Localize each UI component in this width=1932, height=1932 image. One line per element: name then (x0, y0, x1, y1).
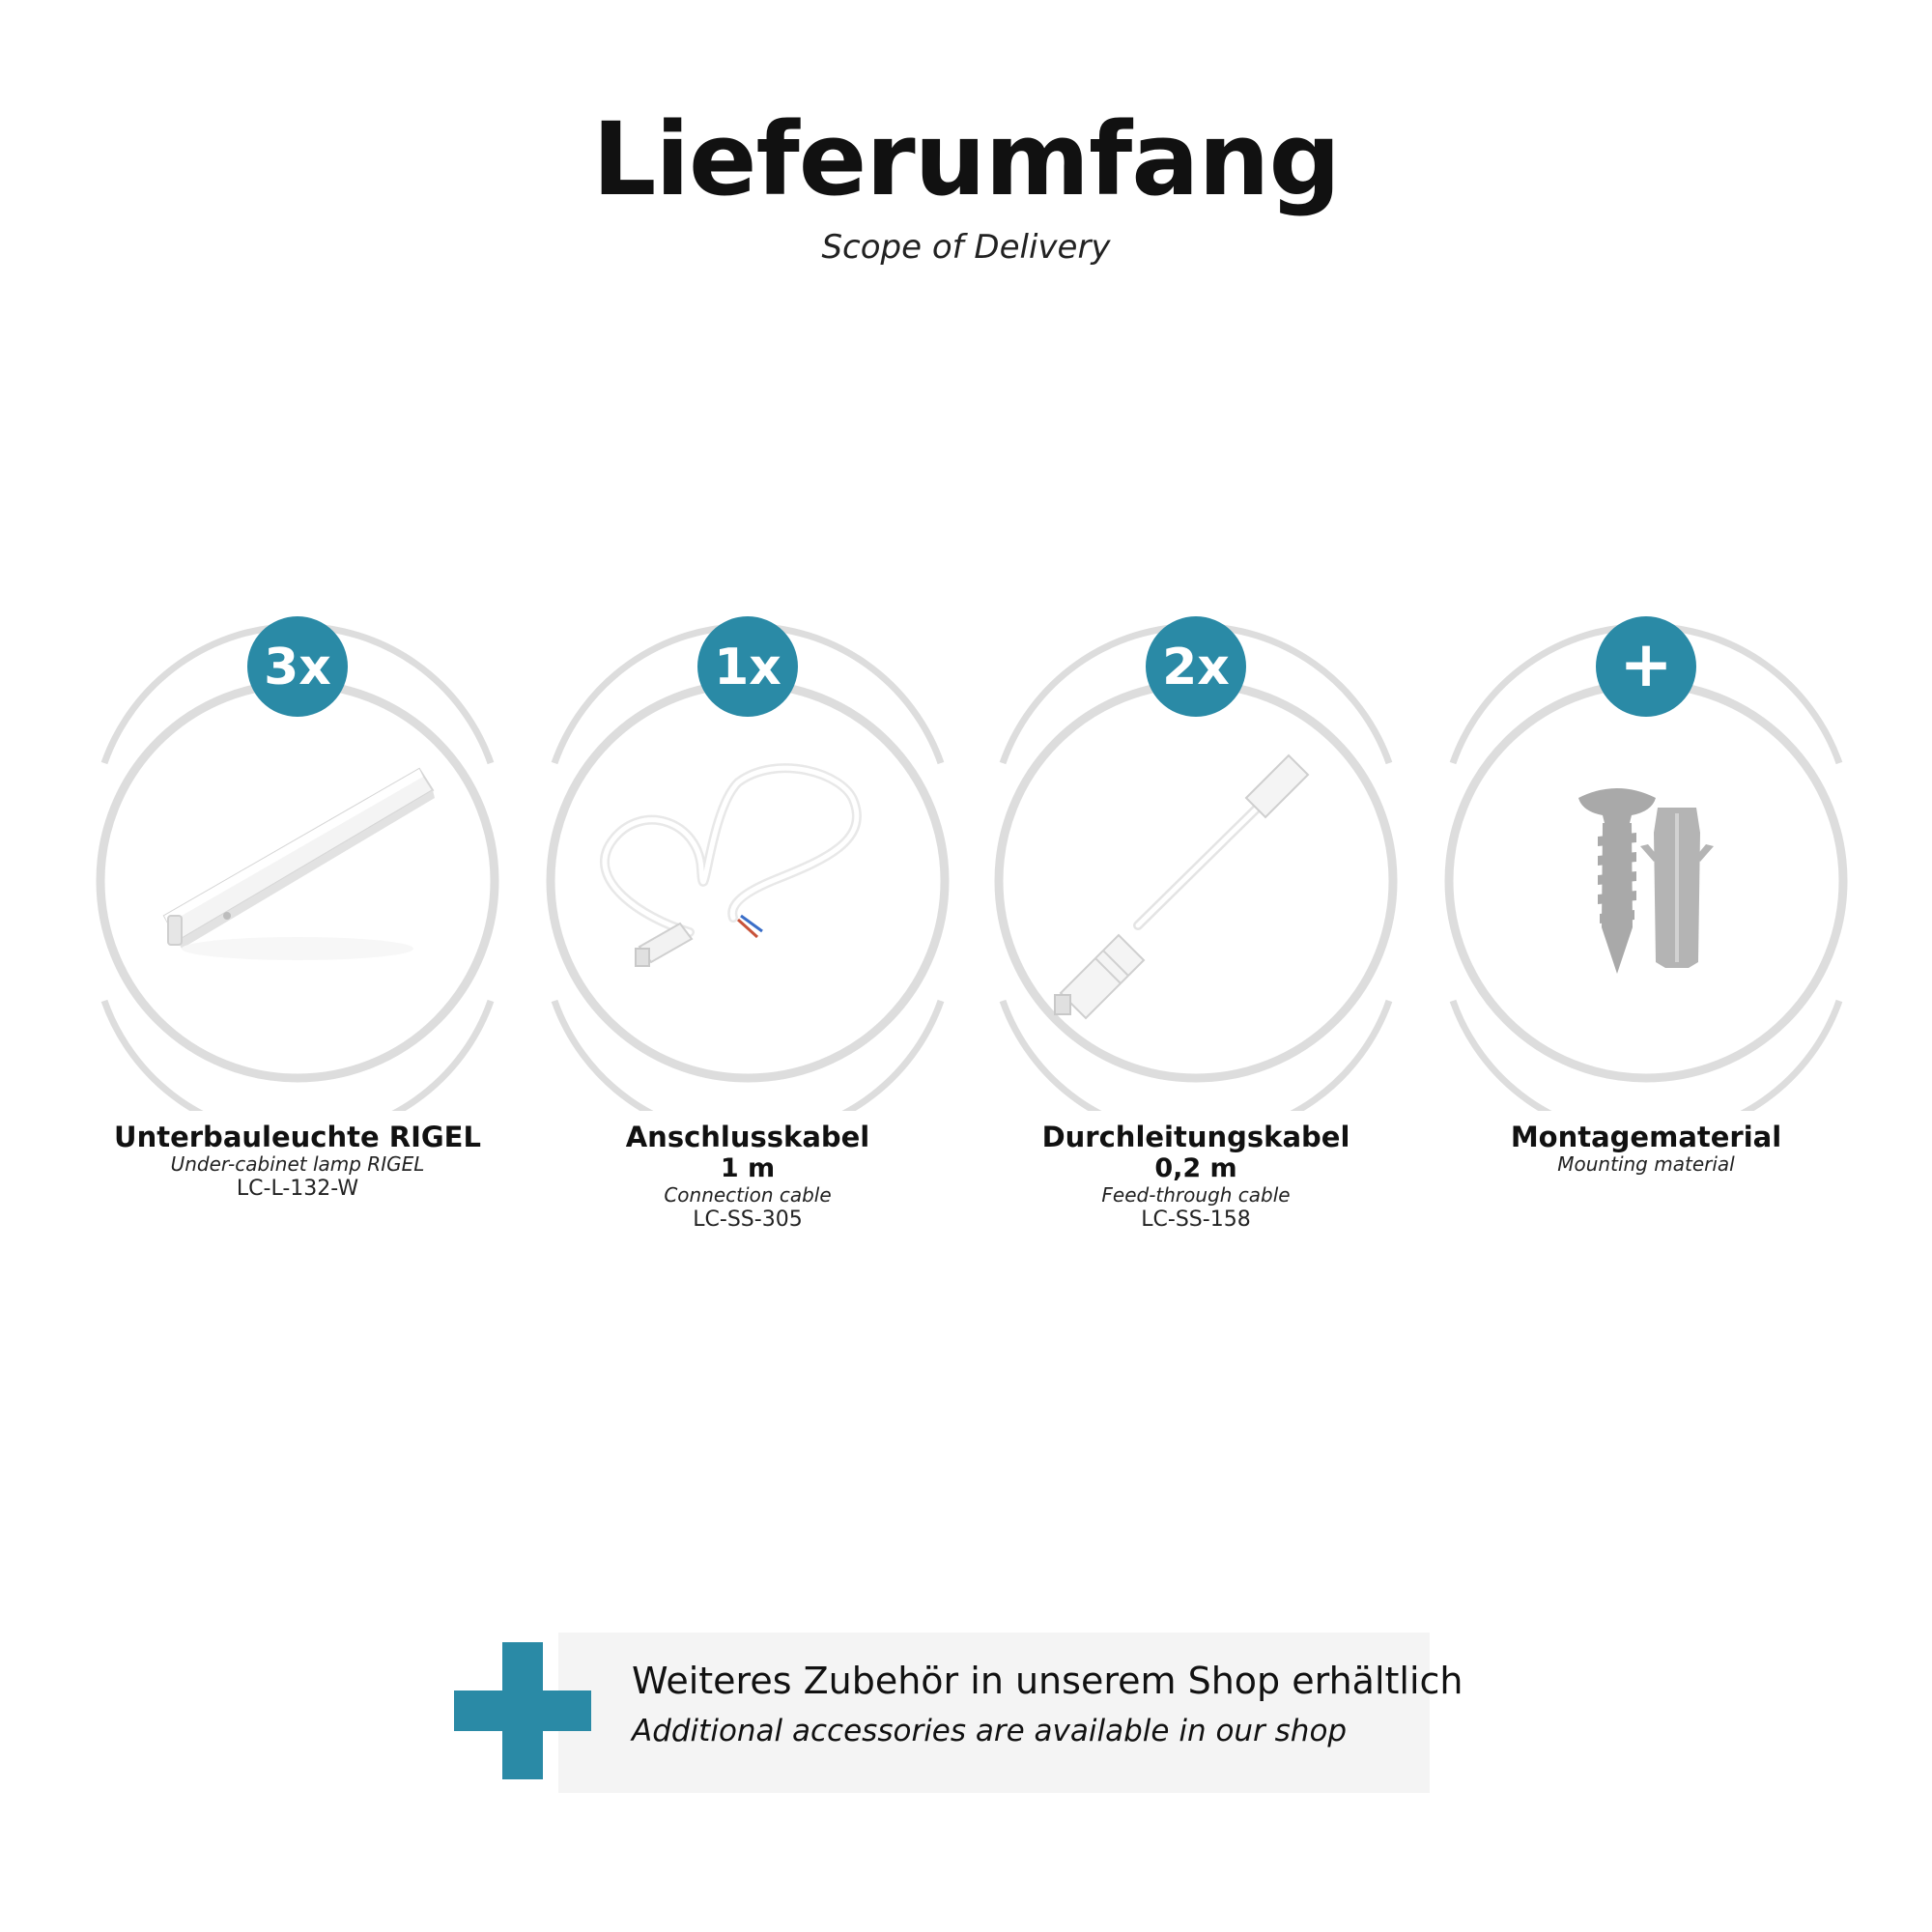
item-ring-graphic (983, 609, 1408, 1111)
item-ring-graphic (85, 609, 510, 1111)
item-ring-graphic (535, 609, 960, 1111)
item-name-english: Feed-through cable (1101, 1183, 1291, 1208)
banner-text-german: Weiteres Zubehör in unserem Shop erhältlich (632, 1660, 1463, 1702)
item-code: LC-L-132-W (236, 1176, 359, 1201)
item-code: LC-SS-158 (1141, 1207, 1251, 1232)
page-title: Lieferumfang (592, 100, 1340, 218)
quantity-badge-label: 1x (714, 639, 781, 696)
item-name: Unterbauleuchte RIGEL (114, 1121, 481, 1153)
delivery-item-lamp (85, 609, 510, 1246)
item-name: Anschlusskabel (625, 1121, 870, 1153)
item-size: 0,2 m (1154, 1153, 1237, 1184)
add-badge-label: + (1619, 627, 1673, 701)
accessories-banner (558, 1633, 1430, 1793)
led-lamp-icon (164, 769, 435, 960)
item-ring-graphic (1434, 609, 1859, 1111)
plus-icon (454, 1642, 591, 1779)
delivery-item-mounting-material (1434, 609, 1859, 1246)
item-name-english: Mounting material (1557, 1152, 1735, 1177)
item-name-english: Connection cable (664, 1183, 832, 1208)
page-subtitle: Scope of Delivery (821, 228, 1111, 267)
delivery-item-feed-through-cable (983, 609, 1408, 1246)
item-name: Montagematerial (1510, 1121, 1782, 1153)
item-size: 1 m (720, 1153, 776, 1184)
feed-through-cable-icon (1055, 755, 1308, 1018)
screw-and-dowel-icon (1578, 788, 1714, 974)
item-code: LC-SS-305 (693, 1207, 803, 1232)
quantity-badge-label: 2x (1162, 639, 1230, 696)
item-name: Durchleitungskabel (1041, 1121, 1350, 1153)
delivery-item-connection-cable (535, 609, 960, 1246)
banner-text-english: Additional accessories are available in our shop (632, 1714, 1348, 1748)
quantity-badge-label: 3x (264, 639, 331, 696)
item-name-english: Under-cabinet lamp RIGEL (170, 1152, 425, 1177)
connection-cable-icon (605, 768, 857, 966)
